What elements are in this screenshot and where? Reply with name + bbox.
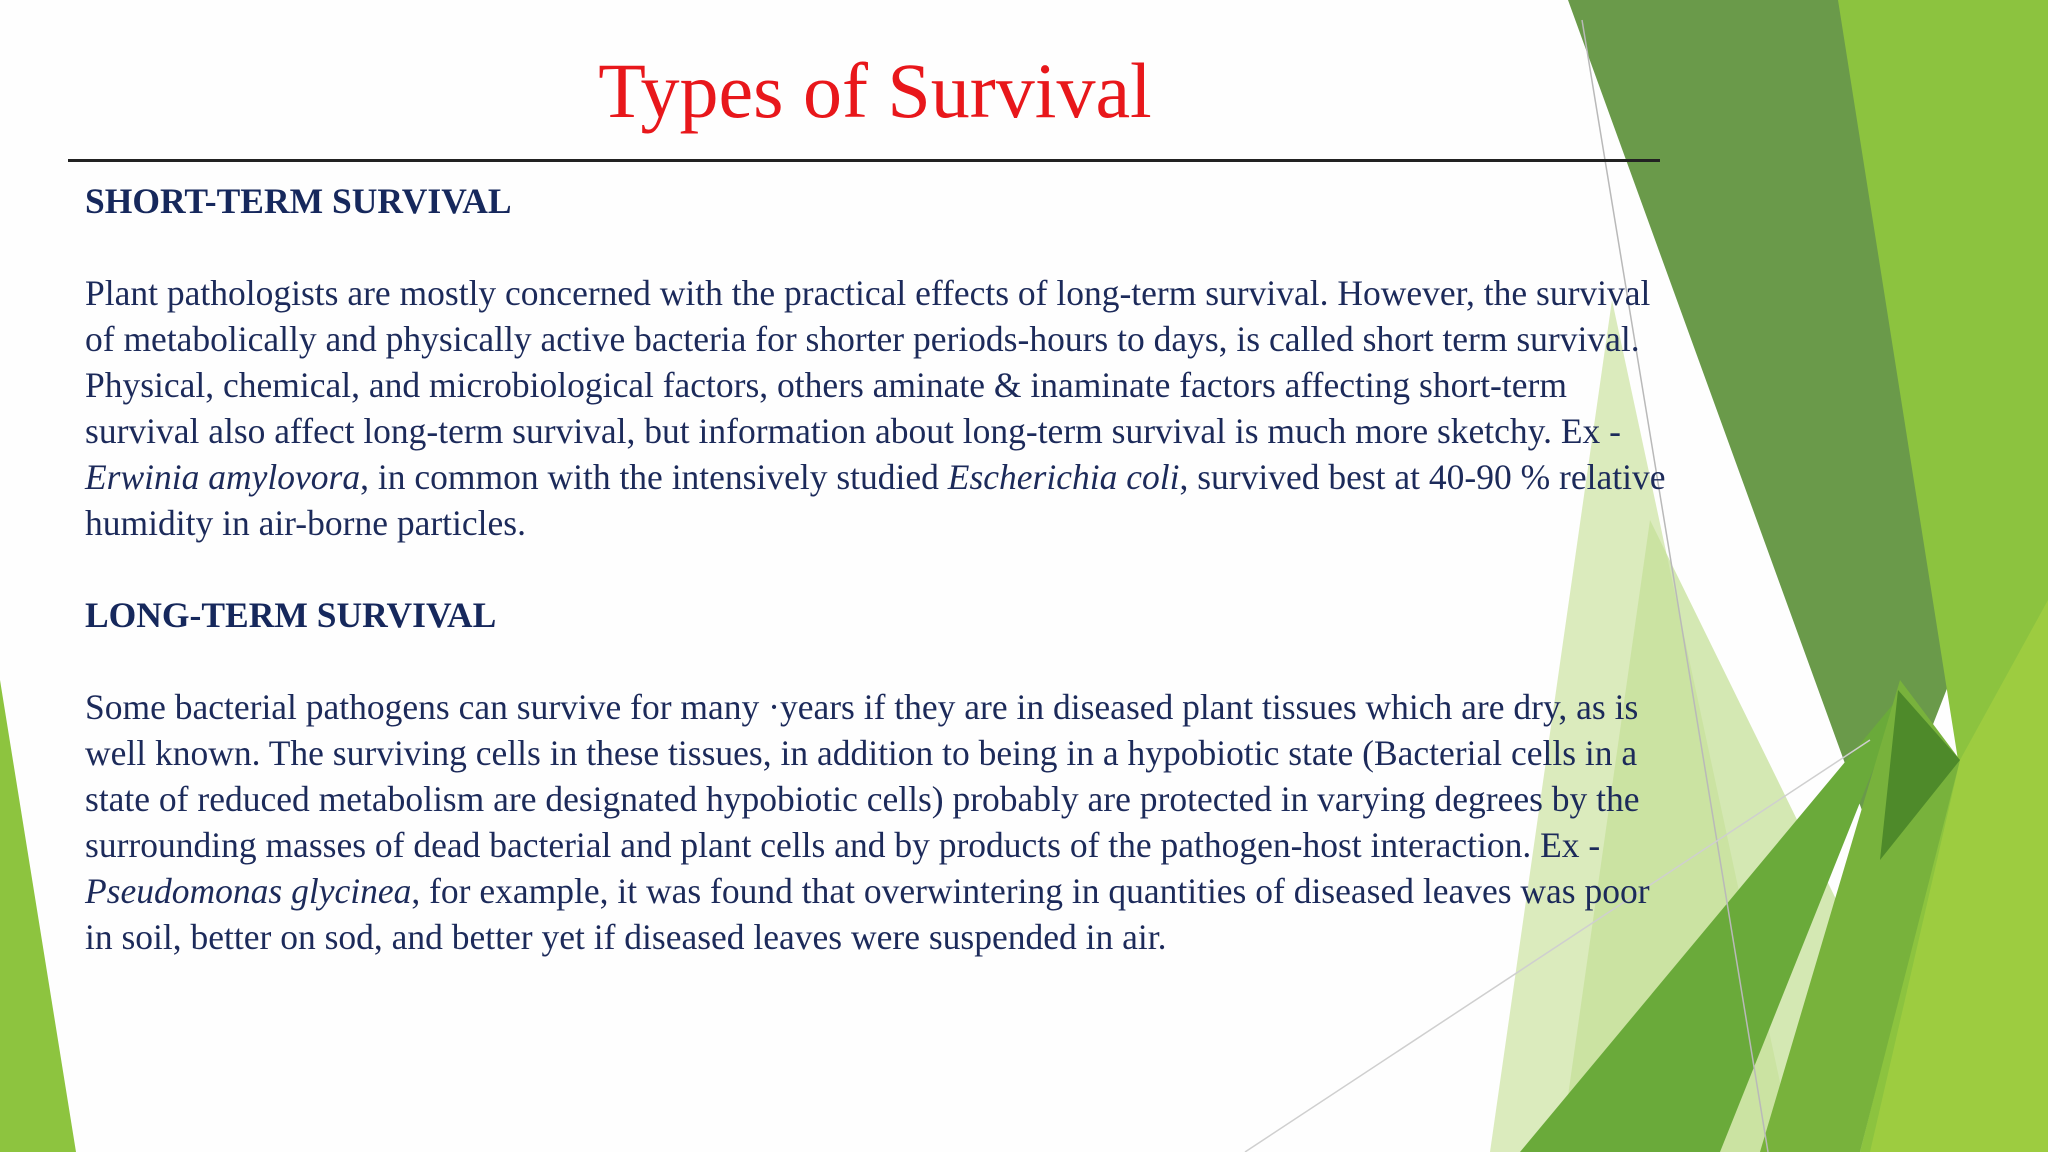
paragraph-long-term (85, 684, 1685, 960)
title-divider (68, 159, 1660, 162)
text-segment: , for example, it was found that overwintering in quantities of diseased leaves was poor in soil, better on sod, and better yet if diseased leaves were suspended in air. (85, 871, 1650, 957)
species-name: Pseudomonas glycinea (85, 871, 412, 911)
text-segment: , survived best at 40-90 % relative humidity in air-borne particles. (85, 457, 1666, 543)
text-segment: Plant pathologists are mostly concerned with the practical effects of long-term survival. However, the survival of metabolically and physically active bacteria for shorter periods-hours to days, is called short term survival. Physical, chemical, and microbiological factors, others aminate & inaminate factors affecting short-term survival also affect long-term survival, but information about long-term survival is much more sketchy. Ex - (85, 273, 1651, 451)
section-heading-short-term: SHORT-TERM SURVIVAL (85, 181, 512, 221)
text-segment: Some bacterial pathogens can survive for many ·years if they are in diseased plant tissues which are dry, as is well known. The surviving cells in these tissues, in addition to being in a hypobiotic state (Bacterial cells in a state of reduced metabolism are designated hypobiotic cells) probably are protected in varying degrees by the surrounding masses of dead bacterial and plant cells and by products of the pathogen-host interaction. Ex - (85, 687, 1640, 865)
paragraph-short-term (85, 270, 1685, 546)
slide-body (85, 178, 1685, 1006)
species-name: Erwinia amylovora (85, 457, 361, 497)
slide-title: Types of Survival (598, 47, 1152, 134)
text-segment: , in common with the intensively studied (360, 457, 948, 497)
section-heading-long-term: LONG-TERM SURVIVAL (85, 595, 497, 635)
species-name: Escherichia coli (947, 457, 1180, 497)
left-green-sliver (0, 680, 76, 1152)
